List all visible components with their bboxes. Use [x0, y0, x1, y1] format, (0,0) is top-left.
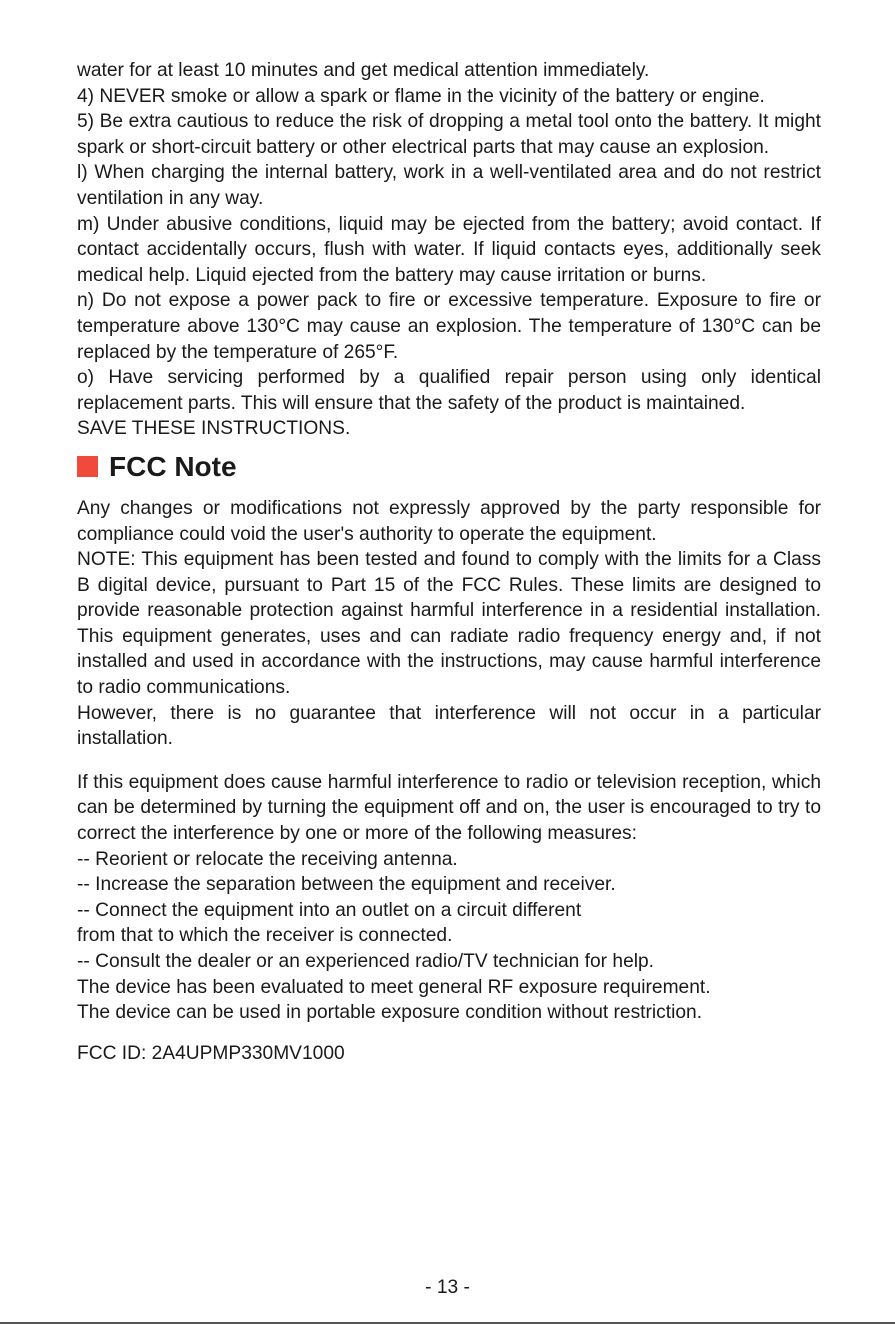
- page-number: - 13 -: [425, 1277, 470, 1298]
- measure-item: -- Increase the separation between the equipment and receiver.: [77, 874, 616, 896]
- safety-line: n) Do not expose a power pack to fire or excessive temperature. Exposure to fire or temperature above 130°C may cause an explosion. The temperature of 130°C can be replaced by the temperature of 265°F.: [77, 290, 821, 363]
- section-title: FCC Note: [109, 450, 237, 482]
- rf-statement: The device has been evaluated to meet general RF exposure requirement.: [77, 976, 711, 998]
- fcc-paragraph: NOTE: This equipment has been tested and found to comply with the limits for a Class B digital device, pursuant to Part 15 of the FCC Rules. These limits are designed to provide reasonable protection against harmful interference in a residential installation. This equipment generates, uses and can radiate radio frequency energy and, if not installed and used in accordance with the instructions, may cause harmful interference to radio communications.: [77, 549, 821, 699]
- safety-line: 4) NEVER smoke or allow a spark or flame in the vicinity of the battery or engine.: [77, 85, 765, 107]
- fcc-heading: [77, 442, 821, 492]
- red-square-icon: [77, 456, 98, 477]
- measure-item: -- Consult the dealer or an experienced radio/TV technician for help.: [77, 951, 655, 972]
- safety-line: m) Under abusive conditions, liquid may be ejected from the battery; avoid contact. If contact accidentally occurs, flush with water. If liquid contacts eyes, additionally seek medical help. Liquid ejected from the battery may cause irritation or burns.: [77, 213, 821, 286]
- fcc-paragraph: If this equipment does cause harmful interference to radio or television reception, which can be determined by turning the equipment off and on, the user is encouraged to try to correct the interference by one or more of the following measures:: [77, 771, 821, 845]
- fcc-id: FCC ID: 2A4UPMP330MV1000: [77, 1042, 345, 1064]
- measure-item: -- Connect the equipment into an outlet on a circuit different: [77, 899, 582, 921]
- save-instructions: SAVE THESE INSTRUCTIONS.: [77, 418, 351, 440]
- manual-page: [77, 58, 821, 1066]
- rf-statement: The device can be used in portable exposure condition without restriction.: [77, 1002, 703, 1024]
- measure-item: -- Reorient or relocate the receiving antenna.: [77, 848, 458, 870]
- measure-item: from that to which the receiver is connected.: [77, 925, 453, 947]
- fcc-paragraph: However, there is no guarantee that interference will not occur in a particular installation.: [77, 702, 821, 750]
- safety-line: 5) Be extra cautious to reduce the risk of dropping a metal tool onto the battery. It might spark or short-circuit battery or other electrical parts that may cause an explosion.: [77, 111, 821, 158]
- safety-line: o) Have servicing performed by a qualified repair person using only identical replacement parts. This will ensure that the safety of the product is maintained.: [77, 367, 821, 414]
- safety-line: l) When charging the internal battery, work in a well-ventilated area and do not restrict ventilation in any way.: [77, 162, 821, 209]
- safety-line: water for at least 10 minutes and get medical attention immediately.: [77, 60, 650, 81]
- fcc-paragraph: Any changes or modifications not expressly approved by the party responsible for compliance could void the user's authority to operate the equipment.: [77, 497, 821, 545]
